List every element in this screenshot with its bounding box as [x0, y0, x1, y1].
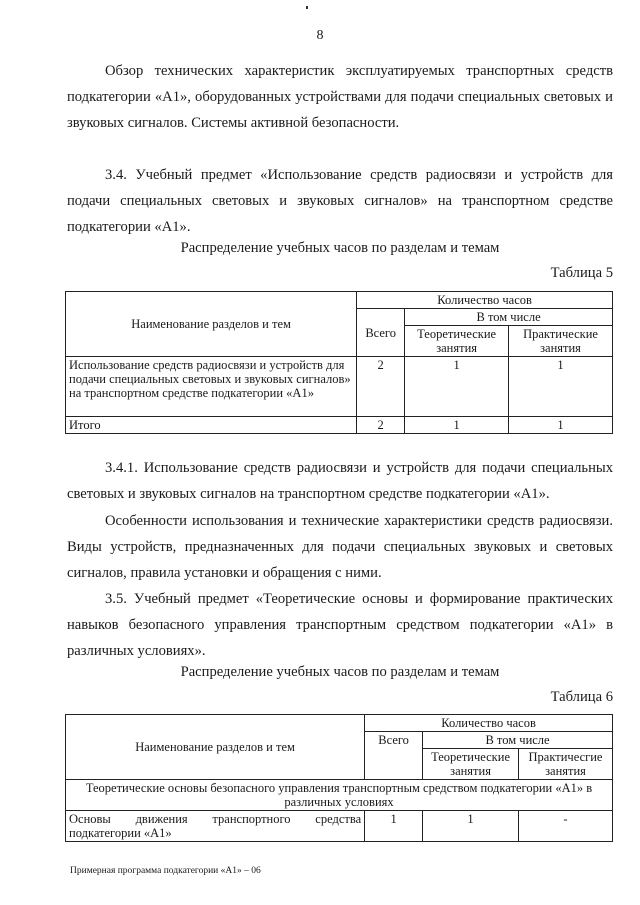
table-row	[66, 357, 613, 417]
table5-total-practice: 1	[509, 417, 613, 434]
section-3-5-heading: 3.5. Учебный предмет «Теоретические основы и формирование практических навыков безопасного управления транспортным средством подкатегории «А1» в различных условиях».	[67, 591, 613, 659]
table-row	[66, 417, 613, 434]
table5-row-theory: 1	[405, 357, 509, 417]
footer-note: Примерная программа подкатегории «А1» – 06	[70, 866, 261, 876]
table6-row-practice: -	[519, 811, 613, 842]
scan-speck	[306, 6, 308, 9]
table6-header-practice: Практичесгие занятия	[519, 749, 613, 780]
table-row	[66, 780, 613, 811]
table6-header-theory: Теоретические занятия	[423, 749, 519, 780]
table5-header-hours: Количество часов	[357, 292, 613, 309]
table6-row-theory: 1	[423, 811, 519, 842]
table6-caption: Распределение учебных часов по разделам и темам	[180, 664, 500, 680]
table5-row-total: 2	[357, 357, 405, 417]
table5-row-name: Использование средств радиосвязи и устройств для подачи специальных световых и звуковых сигналов» на транспортном средстве подкатегории «А1»	[66, 357, 357, 417]
table5-row-practice: 1	[509, 357, 613, 417]
table6	[65, 714, 613, 842]
table6-row-total: 1	[365, 811, 423, 842]
section-3-4-1-heading: 3.4.1. Использование средств радиосвязи и устройств для подачи специальных световых и звуковых сигналов на транспортном средстве подкатегории «А1».	[67, 460, 613, 502]
table6-header-including: В том числе	[423, 732, 613, 749]
table5-header-theory: Теоретические занятия	[405, 326, 509, 357]
table5-total-name: Итого	[66, 417, 357, 434]
table5	[65, 291, 613, 434]
table6-header-name: Наименование разделов и тем	[66, 715, 365, 780]
table5-header-total: Всего	[357, 309, 405, 357]
table-row	[66, 811, 613, 842]
table5-total-theory: 1	[405, 417, 509, 434]
section-3-4-heading: 3.4. Учебный предмет «Использование средств радиосвязи и устройств для подачи специальных световых и звуковых сигналов» на транспортном средстве подкатегории «А1».	[67, 167, 613, 235]
features-paragraph: Особенности использования и технические характеристики средств радиосвязи. Виды устройств, предназначенных для подачи специальных звуковых и световых сигналов, правила установки и обращения с ними.	[67, 513, 613, 581]
table6-row-name: Основы движения транспортного средства подкатегории «А1»	[66, 811, 365, 842]
table5-header-including: В том числе	[405, 309, 613, 326]
table6-header-hours: Количество часов	[365, 715, 613, 732]
table6-label: Таблица 6	[550, 689, 613, 705]
table5-label: Таблица 5	[550, 265, 613, 281]
intro-paragraph: Обзор технических характеристик эксплуатируемых транспортных средств подкатегории «А1», оборудованных устройствами для подачи специальных световых и звуковых сигналов. Системы активной безопасности.	[67, 63, 613, 131]
table5-header-name: Наименование разделов и тем	[66, 292, 357, 357]
table5-total-total: 2	[357, 417, 405, 434]
table5-header-practice: Практические занятия	[509, 326, 613, 357]
table6-header-total: Всего	[365, 732, 423, 780]
page-number: 8	[316, 28, 324, 43]
table6-section-row: Теоретические основы безопасного управления транспортным средством подкатегории «А1» в различных условиях	[66, 780, 613, 811]
table5-caption: Распределение учебных часов по разделам и темам	[180, 240, 500, 256]
